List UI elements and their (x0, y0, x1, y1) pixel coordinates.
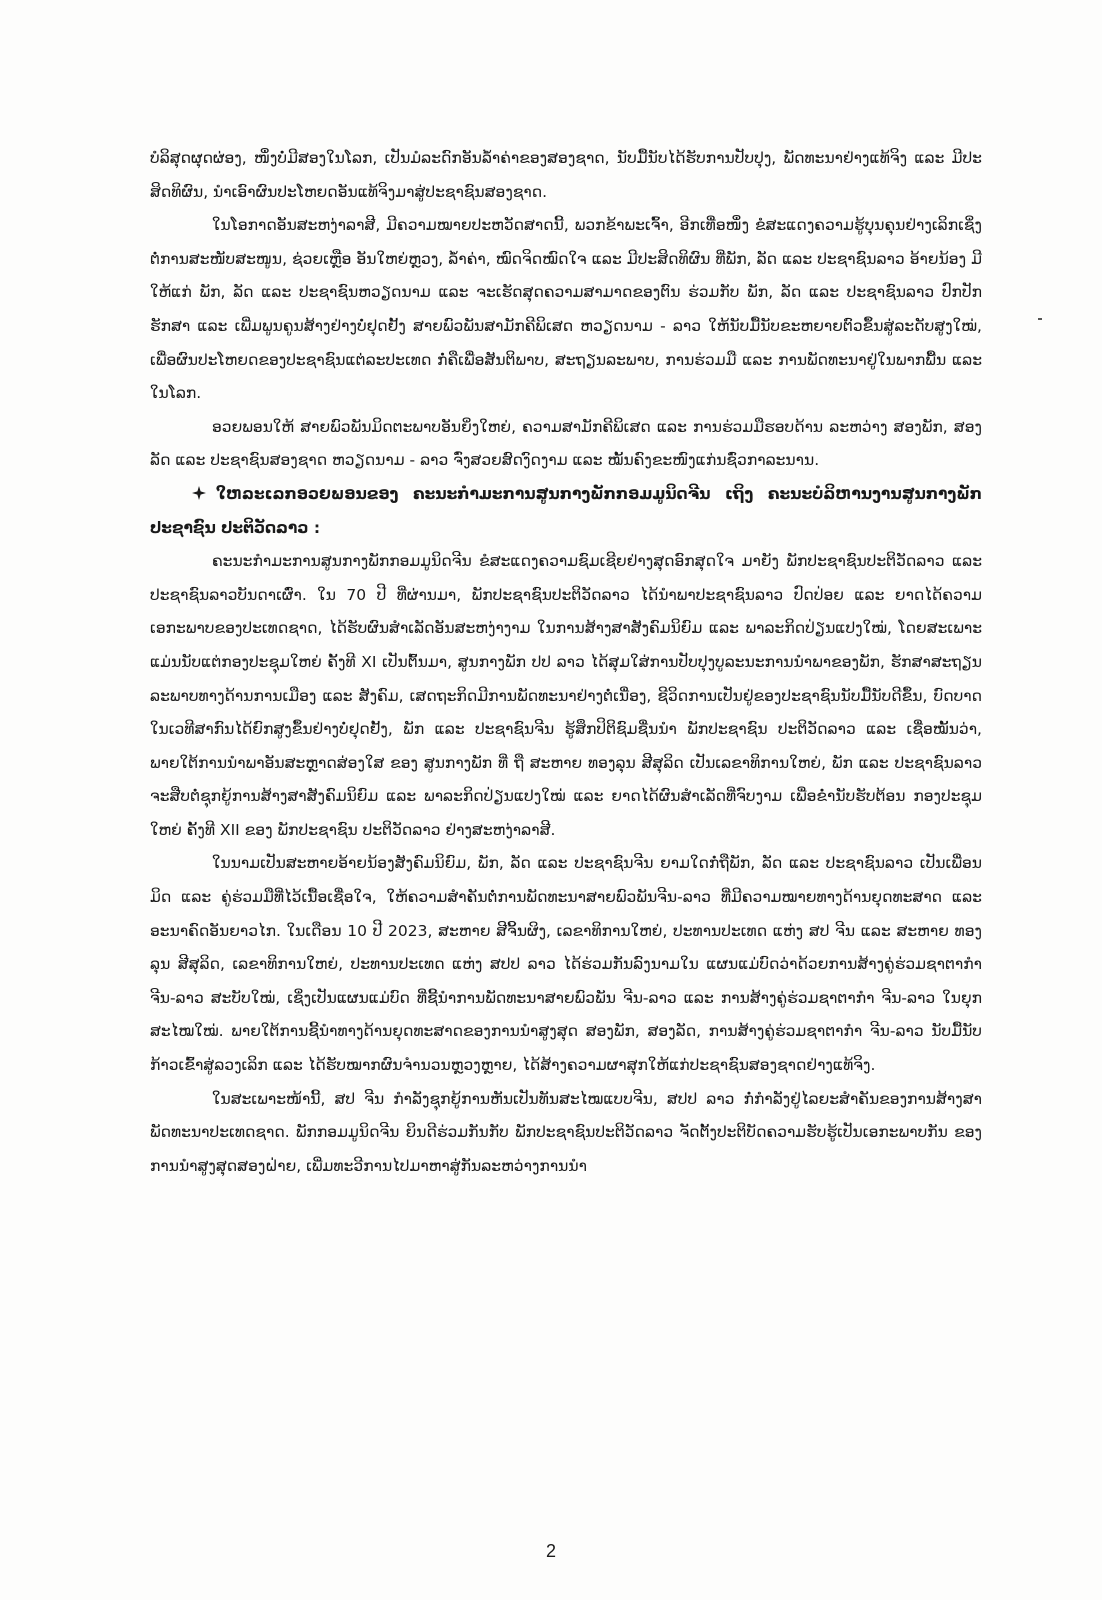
paragraph-continuation: ບໍລິສຸດຜຸດຜ່ອງ, ໜຶ່ງບໍ່ມີສອງໃນໂລກ, ເປັນມໍລະດົກອັນລ້ຳຄ່າຂອງສອງຊາດ, ນັບມື້ນັບໄດ້ຮັບການປັບປຸງ, ພັດທະນາຢ່າງແທ້ຈິງ ແລະ ມີປະສິດທິຜົນ, ນຳເອົາຜົນປະໂຫຍດອັນແທ້ຈິງມາສູ່ປະຊາຊົນສອງຊາດ. (150, 149, 982, 201)
page-number: 2 (545, 1541, 556, 1561)
scan-speck (1038, 318, 1042, 320)
section-heading-text: ໃຫລະເລກອວຍພອນຂອງ ຄະນະກຳມະການສູນກາງພັກກອມມູນິດຈີນ ເຖິງ ຄະນະບໍລິຫານງານສູນກາງພັກປະຊາຊົນ ປະຕິວັດລາວ : (150, 484, 982, 537)
paragraph-congratulation: ຄະນະກຳມະການສູນກາງພັກກອມມູນິດຈີນ ຂໍສະແດງຄວາມຊົມເຊີຍຢ່າງສຸດອົກສຸດໃຈ ມາຍັງ ພັກປະຊາຊົນປະຕິວັດລາວ ແລະ ປະຊາຊົນລາວບັນດາເຜົ່າ. ໃນ 70 ປີ ທີ່ຜ່ານມາ, ພັກປະຊາຊົນປະຕິວັດລາວ ໄດ້ນຳພາປະຊາຊົນລາວ ປົດປ່ອຍ ແລະ ຍາດໄດ້ຄວາມເອກະພາບຂອງປະເທດຊາດ, ໄດ້ຮັບຜົນສຳເລັດອັນສະຫງ່າງາມ ໃນການສ້າງສາສັງຄົມນິຍົມ ແລະ ພາລະກິດປ່ຽນແປງໃໝ່, ໂດຍສະເພາະ ແມ່ນນັບແຕ່ກອງປະຊຸມໃຫຍ່ ຄັ້ງທີ XI ເປັນຕົ້ນມາ, ສູນກາງພັກ ປປ ລາວ ໄດ້ສຸມໃສ່ການປັບປຸງບູລະນະການນຳພາຂອງພັກ, ຮັກສາສະຖຽນລະພາບທາງດ້ານການເມືອງ ແລະ ສັງຄົມ, ເສດຖະກິດມີການພັດທະນາຢ່າງຕໍ່ເນື່ອງ, ຊີວິດການເປັນຢູ່ຂອງປະຊາຊົນນັບມື້ນັບດີຂຶ້ນ, ບົດບາດໃນເວທີສາກົນໄດ້ຍົກສູງຂຶ້ນຢ່າງບໍ່ຢຸດຢັ້ງ, ພັກ ແລະ ປະຊາຊົນຈີນ ຮູ້ສຶກປິຕິຊົມຊື່ນນຳ ພັກປະຊາຊົນ ປະຕິວັດລາວ ແລະ ເຊື່ອໝັ້ນວ່າ, ພາຍໃຕ້ການນຳພາອັນສະຫຼາດສ່ອງໃສ ຂອງ ສູນກາງພັກ ທີ່ ຖື ສະຫາຍ ທອງລຸນ ສີສຸລິດ ເປັນເລຂາທິການໃຫຍ່, ພັກ ແລະ ປະຊາຊົນລາວ ຈະສືບຕໍ່ຊຸກຍູ້ການສ້າງສາສັງຄົມນິຍົມ ແລະ ພາລະກິດປ່ຽນແປງໃໝ່ ແລະ ຍາດໄດ້ຜົນສຳເລັດທີ່ຈົບງາມ ເພື່ອຂ່ຳນັບຮັບຕ້ອນ ກອງປະຊຸມໃຫຍ່ ຄັ້ງທີ XII ຂອງ ພັກປະຊາຊົນ ປະຕິວັດລາວ ຢ່າງສະຫງ່າລາສີ. (150, 552, 982, 839)
diamond-bullet-icon (192, 486, 206, 500)
paragraph-friendship: ໃນນາມເປັນສະຫາຍອ້າຍນ້ອງສັງຄົມນິຍົມ, ພັກ, ລັດ ແລະ ປະຊາຊົນຈີນ ຍາມໃດກໍ່ຖືພັກ, ລັດ ແລະ ປະຊາຊົນລາວ ເປັນເພື່ອນມິດ ແລະ ຄູ່ຮ່ວມມືທີ່ໄວ້ເນື້ອເຊື່ອໃຈ, ໃຫ້ຄວາມສຳຄັນຕໍ່ການພັດທະນາສາຍພົວພັນຈີນ-ລາວ ທີ່ມີຄວາມໝາຍທາງດ້ານຍຸດທະສາດ ແລະ ອະນາຄົດອັນຍາວໄກ. ໃນເດືອນ 10 ປີ 2023, ສະຫາຍ ສີຈິ້ນຜິງ, ເລຂາທິການໃຫຍ່, ປະທານປະເທດ ແຫ່ງ ສປ ຈີນ ແລະ ສະຫາຍ ທອງລຸນ ສີສຸລິດ, ເລຂາທິການໃຫຍ່, ປະທານປະເທດ ແຫ່ງ ສປປ ລາວ ໄດ້ຮ່ວມກັນລົງນາມໃນ ແຜນແມ່ບົດວ່າດ້ວຍການສ້າງຄູ່ຮ່ວມຊາຕາກຳ ຈີນ-ລາວ ສະບັບໃໝ່, ເຊິ່ງເປັນແຜນແມ່ບົດ ທີ່ຊີ້ນຳການພັດທະນາສາຍພົວພັນ ຈີນ-ລາວ ແລະ ການສ້າງຄູ່ຮ່ວມຊາຕາກຳ ຈີນ-ລາວ ໃນຍຸກສະໄໝໃໝ່. ພາຍໃຕ້ການຊີ້ນຳທາງດ້ານຍຸດທະສາດຂອງການນຳສູງສຸດ ສອງພັກ, ສອງລັດ, ການສ້າງຄູ່ຮ່ວມຊາຕາກຳ ຈີນ-ລາວ ນັບມື້ນັບກ້າວເຂົ້າສູ່ລວງເລິກ ແລະ ໄດ້ຮັບໝາກຜົນຈຳນວນຫຼວງຫຼາຍ, ໄດ້ສ້າງຄວາມຜາສຸກໃຫ້ແກ່ປະຊາຊົນສອງຊາດຢ່າງແທ້ຈິງ. (150, 854, 982, 1075)
document-body (150, 142, 982, 1183)
section-heading (150, 478, 982, 545)
paragraph-gratitude: ໃນໂອກາດອັນສະຫງ່າລາສີ, ມີຄວາມໝາຍປະຫວັດສາດນີ້, ພວກຂ້າພະເຈົ້າ, ອີກເທື່ອໜຶ່ງ ຂໍສະແດງຄວາມຮູ້ບຸນຄຸນຢ່າງເລິກເຊິ່ງ ຕໍ່ການສະໜັບສະໜູນ, ຊ່ວຍເຫຼືອ ອັນໃຫຍ່ຫຼວງ, ລ້ຳຄ່າ, ໝົດຈິດໝົດໃຈ ແລະ ມີປະສິດທິຜົນ ທີ່ພັກ, ລັດ ແລະ ປະຊາຊົນລາວ ອ້າຍນ້ອງ ມີໃຫ້ແກ່ ພັກ, ລັດ ແລະ ປະຊາຊົນຫວຽດນາມ ແລະ ຈະເຮັດສຸດຄວາມສາມາດຂອງຕົນ ຮ່ວມກັບ ພັກ, ລັດ ແລະ ປະຊາຊົນລາວ ປົກປັກຮັກສາ ແລະ ເພີ່ມພູນຄູນສ້າງຢ່າງບໍ່ຢຸດຢັ້ງ ສາຍພົວພັນສາມັກຄີພິເສດ ຫວຽດນາມ - ລາວ ໃຫ້ນັບມື້ນັບຂະຫຍາຍຕົວຂຶ້ນສູ່ລະດັບສູງໃໝ່, ເພື່ອຜົນປະໂຫຍດຂອງປະຊາຊົນແຕ່ລະປະເທດ ກໍ່ຄືເພື່ອສັນຕິພາບ, ສະຖຽນລະພາບ, ການຮ່ວມມື ແລະ ການພັດທະນາຢູ່ໃນພາກພື້ນ ແລະ ໃນໂລກ. (150, 216, 982, 403)
paragraph-wishes: ອວຍພອນໃຫ້ ສາຍພົວພັນມິດຕະພາບອັນຍິ່ງໃຫຍ່, ຄວາມສາມັກຄີພິເສດ ແລະ ການຮ່ວມມືຮອບດ້ານ ລະຫວ່າງ ສອງພັກ, ສອງລັດ ແລະ ປະຊາຊົນສອງຊາດ ຫວຽດນາມ - ລາວ ຈົ່ງສວຍສົດງົດງາມ ແລະ ໝັ້ນຄົງຂະໜົງແກ່ນຊົ່ວກາລະນານ. (150, 417, 982, 470)
paragraph-current: ໃນສະເພາະໜ້ານີ້, ສປ ຈີນ ກຳລັງຊຸກຍູ້ການຫັນເປັນທັນສະໄໝແບບຈີນ, ສປປ ລາວ ກໍ່ກຳລັງຢູ່ໄລຍະສຳຄັນຂອງການສ້າງສາພັດທະນາປະເທດຊາດ. ພັກກອມມູນິດຈີນ ຍິນດີຮ່ວມກັນກັບ ພັກປະຊາຊົນປະຕິວັດລາວ ຈັດຕັ້ງປະຕິບັດຄວາມຮັບຮູ້ເປັນເອກະພາບກັນ ຂອງການນຳສູງສຸດສອງຝ່າຍ, ເພີ່ມທະວີການໄປມາຫາສູ່ກັນລະຫວ່າງການນຳ (150, 1089, 982, 1175)
